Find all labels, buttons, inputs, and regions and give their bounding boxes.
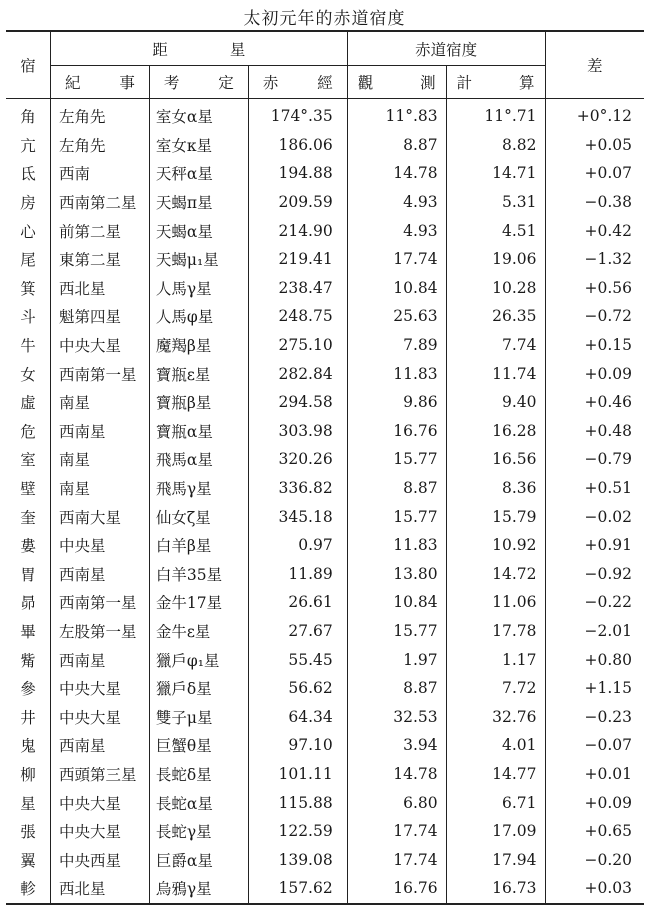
cell-calculated: 16.28 [446, 417, 545, 446]
table-row [6, 302, 644, 331]
cell-identification: 人馬φ星 [149, 302, 248, 331]
table-row [6, 474, 644, 503]
table-row [6, 245, 644, 274]
cell-event: 西南大星 [51, 502, 150, 531]
cell-calculated: 4.51 [446, 216, 545, 245]
cell-ra: 101.11 [248, 760, 347, 789]
cell-calculated: 16.56 [446, 445, 545, 474]
cell-mansion: 女 [20, 365, 36, 384]
cell-calculated: 10.28 [446, 274, 545, 303]
cell-ra: 0.97 [248, 531, 347, 560]
cell-observed: 4.93 [347, 216, 446, 245]
header-equatorial-width: 赤道宿度 [347, 31, 545, 66]
cell-mansion: 箕 [20, 279, 36, 298]
cell-identification: 人馬γ星 [149, 274, 248, 303]
cell-calculated: 32.76 [446, 702, 545, 731]
cell-mansion: 觜 [20, 651, 36, 670]
cell-identification: 室女κ星 [149, 131, 248, 160]
cell-mansion: 張 [20, 823, 36, 842]
cell-mansion: 房 [20, 194, 36, 213]
cell-mansion: 角 [20, 108, 36, 127]
cell-difference: −0.02 [545, 502, 644, 531]
cell-event: 前第二星 [51, 216, 150, 245]
cell-ra: 248.75 [248, 302, 347, 331]
cell-ra: 336.82 [248, 474, 347, 503]
cell-ra: 139.08 [248, 845, 347, 874]
cell-observed: 10.84 [347, 588, 446, 617]
table-row [6, 817, 644, 846]
cell-difference: −2.01 [545, 617, 644, 646]
cell-calculated: 5.31 [446, 188, 545, 217]
cell-observed: 25.63 [347, 302, 446, 331]
table-row [6, 417, 644, 446]
cell-ra: 64.34 [248, 702, 347, 731]
table-row [6, 845, 644, 874]
cell-mansion: 室 [20, 451, 36, 470]
cell-mansion: 牛 [20, 337, 36, 356]
table-row [6, 445, 644, 474]
cell-difference: +0.09 [545, 788, 644, 817]
cell-difference: +0.56 [545, 274, 644, 303]
cell-mansion: 婁 [20, 537, 36, 556]
cell-event: 西南星 [51, 645, 150, 674]
cell-difference: −0.23 [545, 702, 644, 731]
cell-ra: 157.62 [248, 874, 347, 904]
cell-identification: 獵戶φ₁星 [149, 645, 248, 674]
cell-identification: 室女α星 [149, 99, 248, 131]
cell-calculated: 14.77 [446, 760, 545, 789]
cell-calculated: 16.73 [446, 874, 545, 904]
table-row [6, 99, 644, 131]
cell-difference: +1.15 [545, 674, 644, 703]
cell-difference: +0.65 [545, 817, 644, 846]
header-row-1 [6, 31, 644, 66]
cell-event: 南星 [51, 388, 150, 417]
cell-difference: +0.80 [545, 645, 644, 674]
cell-event: 中央星 [51, 531, 150, 560]
cell-mansion: 昴 [20, 594, 36, 613]
cell-identification: 天蝎μ₁星 [149, 245, 248, 274]
cell-mansion: 柳 [20, 765, 36, 784]
cell-difference: +0.42 [545, 216, 644, 245]
cell-mansion: 井 [20, 708, 36, 727]
cell-event: 東第二星 [51, 245, 150, 274]
cell-calculated: 14.71 [446, 159, 545, 188]
cell-calculated: 26.35 [446, 302, 545, 331]
cell-calculated: 4.01 [446, 731, 545, 760]
cell-ra: 26.61 [248, 588, 347, 617]
cell-observed: 6.80 [347, 788, 446, 817]
cell-observed: 16.76 [347, 417, 446, 446]
cell-event: 左股第一星 [51, 617, 150, 646]
cell-event: 中央大星 [51, 788, 150, 817]
table-row [6, 131, 644, 160]
cell-observed: 15.77 [347, 445, 446, 474]
cell-ra: 115.88 [248, 788, 347, 817]
cell-observed: 8.87 [347, 474, 446, 503]
table-row [6, 588, 644, 617]
cell-mansion: 心 [20, 222, 36, 241]
table-row [6, 674, 644, 703]
cell-difference: +0.51 [545, 474, 644, 503]
cell-identification: 金牛17星 [149, 588, 248, 617]
cell-observed: 11.83 [347, 359, 446, 388]
cell-observed: 8.87 [347, 674, 446, 703]
cell-event: 中央大星 [51, 702, 150, 731]
header-mansion: 宿 [6, 31, 51, 99]
cell-calculated: 11°.71 [446, 99, 545, 131]
header-difference: 差 [545, 31, 644, 99]
cell-calculated: 11.06 [446, 588, 545, 617]
cell-event: 西南星 [51, 417, 150, 446]
cell-event: 西北星 [51, 274, 150, 303]
mansion-table [6, 30, 644, 905]
cell-difference: +0.91 [545, 531, 644, 560]
cell-observed: 17.74 [347, 817, 446, 846]
cell-observed: 11.83 [347, 531, 446, 560]
table-row [6, 188, 644, 217]
cell-identification: 天蝎π星 [149, 188, 248, 217]
cell-identification: 飛馬α星 [149, 445, 248, 474]
cell-difference: +0.46 [545, 388, 644, 417]
cell-observed: 8.87 [347, 131, 446, 160]
cell-mansion: 星 [20, 794, 36, 813]
cell-event: 中央西星 [51, 845, 150, 874]
cell-ra: 209.59 [248, 188, 347, 217]
cell-observed: 13.80 [347, 560, 446, 589]
cell-difference: +0.09 [545, 359, 644, 388]
cell-mansion: 氐 [20, 165, 36, 184]
cell-calculated: 8.36 [446, 474, 545, 503]
cell-ra: 11.89 [248, 560, 347, 589]
cell-ra: 214.90 [248, 216, 347, 245]
cell-mansion: 奎 [20, 508, 36, 527]
cell-observed: 1.97 [347, 645, 446, 674]
cell-event: 西南 [51, 159, 150, 188]
cell-event: 西北星 [51, 874, 150, 904]
cell-observed: 16.76 [347, 874, 446, 904]
cell-difference: −0.79 [545, 445, 644, 474]
cell-identification: 長蛇α星 [149, 788, 248, 817]
cell-calculated: 17.78 [446, 617, 545, 646]
cell-difference: −0.22 [545, 588, 644, 617]
cell-identification: 巨爵α星 [149, 845, 248, 874]
cell-difference: −1.32 [545, 245, 644, 274]
cell-calculated: 17.94 [446, 845, 545, 874]
cell-observed: 15.77 [347, 502, 446, 531]
cell-mansion: 鬼 [20, 737, 36, 756]
cell-ra: 55.45 [248, 645, 347, 674]
cell-observed: 17.74 [347, 245, 446, 274]
table-row [6, 560, 644, 589]
table-row [6, 359, 644, 388]
cell-difference: +0.01 [545, 760, 644, 789]
cell-calculated: 1.17 [446, 645, 545, 674]
cell-calculated: 11.74 [446, 359, 545, 388]
cell-ra: 282.84 [248, 359, 347, 388]
cell-identification: 寶瓶α星 [149, 417, 248, 446]
cell-event: 西南星 [51, 560, 150, 589]
table-row [6, 731, 644, 760]
cell-event: 南星 [51, 445, 150, 474]
cell-difference: +0.05 [545, 131, 644, 160]
header-ra: 赤 經 [248, 66, 347, 99]
cell-calculated: 7.74 [446, 331, 545, 360]
header-event: 紀 事 [51, 66, 150, 99]
cell-difference: −0.20 [545, 845, 644, 874]
cell-identification: 長蛇γ星 [149, 817, 248, 846]
cell-identification: 天蝎α星 [149, 216, 248, 245]
cell-calculated: 17.09 [446, 817, 545, 846]
table-row [6, 760, 644, 789]
cell-observed: 3.94 [347, 731, 446, 760]
cell-observed: 14.78 [347, 159, 446, 188]
table-row [6, 159, 644, 188]
cell-mansion: 壁 [20, 480, 36, 499]
cell-observed: 32.53 [347, 702, 446, 731]
cell-event: 西頭第三星 [51, 760, 150, 789]
cell-mansion: 亢 [20, 136, 36, 155]
cell-observed: 7.89 [347, 331, 446, 360]
cell-identification: 雙子μ星 [149, 702, 248, 731]
cell-ra: 320.26 [248, 445, 347, 474]
cell-difference: −0.92 [545, 560, 644, 589]
cell-calculated: 9.40 [446, 388, 545, 417]
cell-identification: 白羊β星 [149, 531, 248, 560]
table-row [6, 645, 644, 674]
cell-difference: −0.07 [545, 731, 644, 760]
cell-mansion: 參 [20, 680, 36, 699]
table-row [6, 874, 644, 904]
cell-event: 西南第一星 [51, 588, 150, 617]
cell-event: 中央大星 [51, 817, 150, 846]
cell-ra: 219.41 [248, 245, 347, 274]
cell-calculated: 14.72 [446, 560, 545, 589]
table-body [6, 99, 644, 904]
header-calculated: 計 算 [446, 66, 545, 99]
cell-calculated: 7.72 [446, 674, 545, 703]
cell-event: 中央大星 [51, 674, 150, 703]
cell-identification: 長蛇δ星 [149, 760, 248, 789]
cell-ra: 194.88 [248, 159, 347, 188]
cell-mansion: 虛 [20, 394, 36, 413]
cell-difference: +0°.12 [545, 99, 644, 131]
cell-ra: 303.98 [248, 417, 347, 446]
table-row [6, 788, 644, 817]
header-distance-star: 距 星 [51, 31, 348, 66]
cell-event: 西南第一星 [51, 359, 150, 388]
cell-event: 魁第四星 [51, 302, 150, 331]
cell-ra: 345.18 [248, 502, 347, 531]
cell-difference: +0.48 [545, 417, 644, 446]
cell-observed: 15.77 [347, 617, 446, 646]
cell-calculated: 8.82 [446, 131, 545, 160]
cell-identification: 仙女ζ星 [149, 502, 248, 531]
cell-mansion: 胃 [20, 565, 36, 584]
cell-ra: 294.58 [248, 388, 347, 417]
cell-observed: 17.74 [347, 845, 446, 874]
cell-event: 左角先 [51, 99, 150, 131]
cell-ra: 27.67 [248, 617, 347, 646]
cell-identification: 飛馬γ星 [149, 474, 248, 503]
table-row [6, 617, 644, 646]
cell-difference: +0.03 [545, 874, 644, 904]
cell-ra: 186.06 [248, 131, 347, 160]
cell-mansion: 尾 [20, 251, 36, 270]
cell-event: 中央大星 [51, 331, 150, 360]
cell-mansion: 危 [20, 422, 36, 441]
table-row [6, 216, 644, 245]
cell-calculated: 6.71 [446, 788, 545, 817]
table-row [6, 274, 644, 303]
cell-difference: +0.07 [545, 159, 644, 188]
cell-identification: 魔羯β星 [149, 331, 248, 360]
cell-event: 西南第二星 [51, 188, 150, 217]
cell-calculated: 10.92 [446, 531, 545, 560]
cell-mansion: 畢 [20, 622, 36, 641]
header-observed: 觀 測 [347, 66, 446, 99]
cell-calculated: 19.06 [446, 245, 545, 274]
table-row [6, 331, 644, 360]
cell-observed: 9.86 [347, 388, 446, 417]
cell-identification: 巨蟹θ星 [149, 731, 248, 760]
cell-identification: 寶瓶β星 [149, 388, 248, 417]
cell-observed: 10.84 [347, 274, 446, 303]
cell-difference: +0.15 [545, 331, 644, 360]
cell-identification: 白羊35星 [149, 560, 248, 589]
cell-ra: 275.10 [248, 331, 347, 360]
cell-event: 南星 [51, 474, 150, 503]
cell-difference: −0.38 [545, 188, 644, 217]
table-row [6, 502, 644, 531]
cell-difference: −0.72 [545, 302, 644, 331]
cell-ra: 174°.35 [248, 99, 347, 131]
cell-observed: 11°.83 [347, 99, 446, 131]
cell-ra: 238.47 [248, 274, 347, 303]
cell-mansion: 軫 [6, 874, 51, 904]
cell-event: 西南星 [51, 731, 150, 760]
cell-mansion: 斗 [20, 308, 36, 327]
cell-observed: 4.93 [347, 188, 446, 217]
cell-identification: 獵戶δ星 [149, 674, 248, 703]
cell-calculated: 15.79 [446, 502, 545, 531]
table-row [6, 531, 644, 560]
cell-identification: 金牛ε星 [149, 617, 248, 646]
cell-mansion: 翼 [20, 851, 36, 870]
header-identification: 考 定 [149, 66, 248, 99]
cell-ra: 97.10 [248, 731, 347, 760]
cell-event: 左角先 [51, 131, 150, 160]
cell-identification: 天秤α星 [149, 159, 248, 188]
table-row [6, 702, 644, 731]
cell-observed: 14.78 [347, 760, 446, 789]
cell-identification: 寶瓶ε星 [149, 359, 248, 388]
cell-ra: 122.59 [248, 817, 347, 846]
cell-ra: 56.62 [248, 674, 347, 703]
table-title: 太初元年的赤道宿度 [243, 9, 406, 29]
cell-identification: 烏鴉γ星 [149, 874, 248, 904]
table-row [6, 388, 644, 417]
